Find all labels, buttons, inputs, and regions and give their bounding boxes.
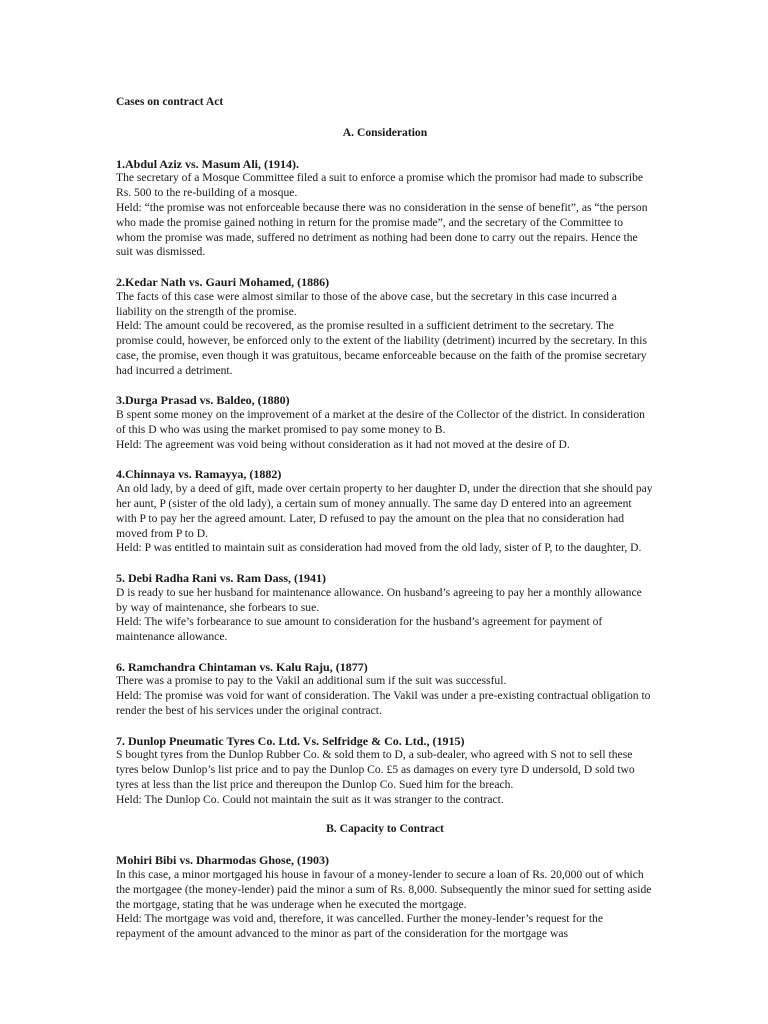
case-dunlop (116, 734, 654, 808)
case-title: 6. Ramchandra Chintaman vs. Kalu Raju, (1877) (116, 659, 368, 674)
case-held: Held: The promise was void for want of consideration. The Vakil was under a pre-existing contractual obligation to render the best of his services under the original contract. (116, 689, 651, 718)
case-facts: D is ready to sue her husband for maintenance allowance. On husband’s agreeing to pay her a monthly allowance by way of maintenance, she forbears to sue. (116, 585, 642, 614)
section-heading-capacity: B. Capacity to Contract (326, 822, 444, 836)
case-debi-radha-rani (116, 571, 654, 645)
case-held: Held: The wife’s forbearance to sue amount to consideration for the husband’s agreement for payment of maintenance allowance. (116, 615, 603, 644)
case-facts: The secretary of a Mosque Committee filed a suit to enforce a promise which the promisor had made to subscribe Rs. 500 to the re-building of a mosque. (116, 171, 644, 200)
case-title: 2.Kedar Nath vs. Gauri Mohamed, (1886) (116, 274, 330, 289)
case-title: 4.Chinnaya vs. Ramayya, (1882) (116, 467, 282, 482)
case-facts: S bought tyres from the Dunlop Rubber Co. & sold them to D, a sub-dealer, who agreed with S not to sell these tyres below Dunlop’s list price and to pay the Dunlop Co. £5 as damages on every tyre D undersold, D sold two tyres at less than the list price and thereupon the Dunlop Co. Sued him for the breach. (116, 748, 635, 792)
case-held: Held: P was entitled to maintain suit as consideration had moved from the old lady, sister of P, to the daughter, D. (116, 541, 642, 555)
case-kedar-nath (116, 275, 654, 379)
section-heading-consideration: A. Consideration (342, 125, 428, 139)
case-facts: The facts of this case were almost similar to those of the above case, but the secretary in this case incurred a liability on the strength of the promise. (116, 289, 617, 318)
document-title: Cases on contract Act (116, 95, 224, 108)
case-facts: In this case, a minor mortgaged his house in favour of a money-lender to secure a loan of Rs. 20,000 out of which the mortgagee (the money-lender) paid the minor a sum of Rs. 8,000. Subsequently the minor sued for setting aside the mortgage, stating that he was underage when he executed the mortgage. (116, 868, 652, 911)
case-held: Held: The amount could be recovered, as the promise resulted in a sufficient detriment to the secretary. The promise could, however, be enforced only to the extent of the liability (detriment) incurred by the secretary. In this case, the promise, even though it was gratuitous, became enforceable because on the faith of the promise secretary had incurred a detriment. (116, 319, 647, 377)
case-held: Held: “the promise was not enforceable because there was no consideration in the sense of benefit”, as “the person who made the promise gained nothing in return for the promise made”, and the secretary of the Committee to whom the promise was made, suffered no detriment as nothing had been done to carry out the repairs. Hence the suit was dismissed. (116, 200, 648, 259)
case-mohiri-bibi (116, 853, 654, 942)
case-held: Held: The mortgage was void and, therefore, it was cancelled. Further the money-lender’s request for the repayment of the amount advanced to the minor as part of the consideration for the mortgage was (116, 912, 603, 941)
case-facts: An old lady, by a deed of gift, made over certain property to her daughter D, under the direction that she should pay her aunt, P (sister of the old lady), a certain sum of money annually. The same day D entered into an agreement with P to pay her the agreed amount. Later, D refused to pay the amount on the plea that no consideration had moved from P to D. (116, 482, 653, 540)
document-page (116, 95, 654, 957)
case-abdul-aziz (116, 157, 654, 261)
case-held: Held: The agreement was void being without consideration as it had not moved at the desire of D. (116, 437, 570, 451)
case-facts: There was a promise to pay to the Vakil an additional sum if the suit was successful. (116, 674, 507, 688)
case-title: 5. Debi Radha Rani vs. Ram Dass, (1941) (116, 570, 327, 585)
case-chinnaya (116, 467, 654, 556)
case-title: 7. Dunlop Pneumatic Tyres Co. Ltd. Vs. Selfridge & Co. Ltd., (1915) (116, 733, 465, 748)
case-title: 3.Durga Prasad vs. Baldeo, (1880) (116, 393, 290, 408)
case-durga-prasad (116, 393, 654, 452)
case-title: 1.Abdul Aziz vs. Masum Ali, (1914). (116, 156, 300, 171)
case-ramchandra (116, 660, 654, 719)
case-held: Held: The Dunlop Co. Could not maintain the suit as it was stranger to the contract. (116, 792, 504, 806)
case-title: Mohiri Bibi vs. Dharmodas Ghose, (1903) (116, 853, 330, 868)
case-facts: B spent some money on the improvement of a market at the desire of the Collector of the district. In consideration of this D who was using the market promised to pay some money to B. (116, 408, 645, 436)
